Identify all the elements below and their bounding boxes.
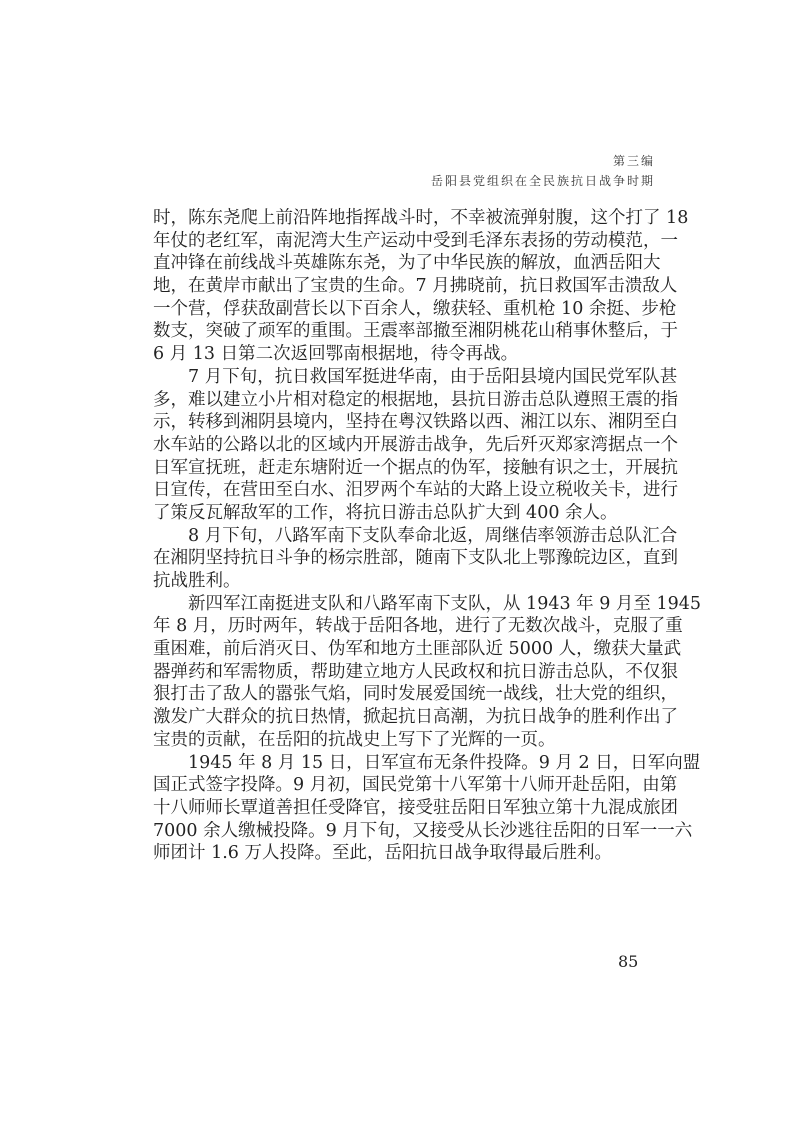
text-line: 地，在黄岸市献出了宝贵的生命。7 月拂晓前，抗日救国军击溃敌人 [153, 276, 678, 297]
text-line: 新四军江南挺进支队和八路军南下支队，从 1943 年 9 月至 1945 [188, 593, 702, 614]
text-line: 7 月下旬，抗日救国军挺进华南，由于岳阳县境内国民党军队甚 [188, 366, 678, 387]
text-line: 多，难以建立小片相对稳定的根据地，县抗日游击总队遵照王震的指 [153, 389, 678, 410]
text-line: 1945 年 8 月 15 日，日军宣布无条件投降。9 月 2 日，日军向盟 [188, 752, 701, 773]
text-line: 器弹药和军需物质，帮助建立地方人民政权和抗日游击总队，不仅狠 [153, 661, 678, 682]
text-line: 年 8 月，历时两年，转战于岳阳各地，进行了无数次战斗，克服了重 [153, 616, 683, 637]
text-line: 年仗的老红军，南泥湾大生产运动中受到毛泽东表扬的劳动模范，一 [153, 230, 678, 251]
paragraph [153, 593, 702, 752]
running-header-part: 第三编 [612, 154, 655, 168]
text-line: 时，陈东尧爬上前沿阵地指挥战斗时，不幸被流弹射腹，这个打了 18 [153, 208, 689, 228]
paragraph [153, 525, 678, 593]
text-line: 水车站的公路以北的区域内开展游击战争，先后歼灭郑家湾据点一个 [153, 434, 678, 455]
text-line: 在湘阴坚持抗日斗争的杨宗胜部，随南下支队北上鄂豫皖边区，直到 [153, 548, 678, 569]
text-line: 直冲锋在前线战斗英雄陈东尧，为了中华民族的解放，血洒岳阳大 [153, 253, 661, 274]
paragraph [153, 752, 701, 865]
running-header-chapter: 岳阳县党组织在全民族抗日战争时期 [430, 174, 655, 188]
text-line: 师团计 1.6 万人投降。至此，岳阳抗日战争取得最后胜利。 [153, 843, 612, 864]
paragraph [153, 366, 678, 525]
text-line: 重困难，前后消灭日、伪军和地方土匪部队近 5000 人，缴获大量武 [153, 639, 682, 660]
text-line: 日军宣抚班，赶走东塘附近一个据点的伪军，接触有识之士，开展抗 [153, 457, 678, 478]
text-line: 数支，突破了顽军的重围。王震率部撤至湘阴桃花山稍事休整后，于 [153, 321, 678, 342]
text-line: 6 月 13 日第二次返回鄂南根据地，待令再战。 [153, 344, 519, 365]
text-line: 宝贵的贡献，在岳阳的抗战史上写下了光辉的一页。 [153, 729, 556, 750]
text-line: 一个营，俘获敌副营长以下百余人，缴获轻、重机枪 10 余挺、步枪 [153, 298, 677, 319]
text-line: 8 月下旬，八路军南下支队奉命北返，周继佶率领游击总队汇合 [188, 525, 678, 546]
text-line: 日宣传，在营田至白水、汨罗两个车站的大路上设立税收关卡，进行 [153, 480, 678, 501]
text-line: 示，转移到湘阴县境内，坚持在粤汉铁路以西、湘江以东、湘阴至白 [153, 412, 678, 433]
body-text [153, 207, 702, 865]
text-line: 了策反瓦解敌军的工作，将抗日游击总队扩大到 400 余人。 [153, 502, 618, 523]
text-line: 狠打击了敌人的嚣张气焰，同时发展爱国统一战线，壮大党的组织， [153, 684, 678, 705]
paragraph [153, 207, 689, 366]
text-line: 十八师师长覃道善担任受降官，接受驻岳阳日军独立第十九混成旅团 [153, 797, 678, 818]
text-line: 抗战胜利。 [153, 571, 241, 591]
text-line: 国正式签字投降。9 月初，国民党第十八军第十八师开赴岳阳，由第 [153, 775, 678, 796]
page-number: 85 [618, 952, 639, 971]
text-line: 激发广大群众的抗日热情，掀起抗日高潮，为抗日战争的胜利作出了 [153, 707, 678, 728]
text-line: 7000 余人缴械投降。9 月下旬，又接受从长沙逃往岳阳的日军一一六 [153, 820, 693, 841]
